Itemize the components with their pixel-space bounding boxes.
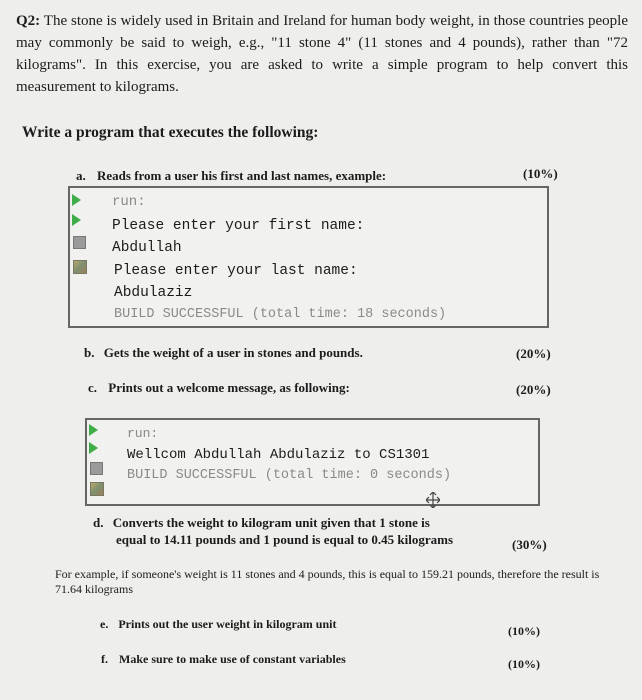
item-d-percent: (30%): [512, 537, 547, 552]
console-output-1: [68, 186, 549, 328]
console-line: Abdullah: [112, 240, 182, 256]
item-b-label: b.: [84, 345, 95, 360]
question-label: Q2:: [16, 13, 41, 29]
console-status: BUILD SUCCESSFUL (total time: 0 seconds): [127, 468, 452, 483]
item-d-text-line1: Converts the weight to kilogram unit given that 1 stone is: [112, 515, 430, 530]
item-f-label: f.: [101, 652, 108, 666]
item-a: [76, 168, 386, 184]
console-line: run:: [112, 194, 146, 210]
item-d-text-line2: equal to 14.11 pounds and 1 pound is equal to 0.45 kilograms: [116, 532, 454, 547]
item-b-percent: (20%): [516, 346, 551, 361]
item-b-text: Gets the weight of a user in stones and pounds.: [103, 345, 363, 360]
settings-icon[interactable]: [90, 482, 104, 496]
item-d: [93, 515, 430, 531]
question-intro: [16, 10, 628, 98]
item-c-percent: (20%): [516, 382, 551, 397]
console-line: Abdulaziz: [114, 285, 193, 301]
item-c-text: Prints out a welcome message, as following:: [108, 380, 350, 395]
stop-icon[interactable]: [90, 462, 104, 476]
item-f-text: Make sure to make use of constant variables: [119, 652, 346, 666]
rerun-icon[interactable]: [72, 214, 86, 228]
item-a-label: a.: [76, 168, 86, 183]
run-icon[interactable]: [89, 424, 103, 438]
question-text: The stone is widely used in Britain and Ireland for human body weight, in those countries people may commonly be said to weigh, e.g., "11 stone 4" (11 stones and 4 pounds), rather than "72 kilograms". In this exercise, you are asked to write a simple program to help convert this measurement to kilograms.: [16, 13, 628, 95]
console-line: Please enter your first name:: [112, 218, 365, 234]
stop-icon[interactable]: [73, 236, 87, 250]
item-d-label: d.: [93, 515, 104, 530]
console-output-2: [85, 418, 540, 506]
item-f: [101, 652, 346, 667]
run-icon[interactable]: [72, 194, 86, 208]
console-line: run:: [127, 426, 159, 441]
item-b: [84, 345, 363, 361]
item-c: [88, 380, 350, 396]
rerun-icon[interactable]: [89, 442, 103, 456]
item-e-text: Prints out the user weight in kilogram unit: [118, 617, 337, 631]
console-status: BUILD SUCCESSFUL (total time: 18 seconds): [114, 307, 447, 322]
item-a-text: Reads from a user his first and last names, example:: [97, 168, 387, 183]
example-paragraph: For example, if someone's weight is 11 stones and 4 pounds, this is equal to 159.21 pounds, therefore the result is 71.64 kilograms: [55, 567, 600, 596]
item-e-label: e.: [100, 617, 109, 631]
item-e-percent: (10%): [508, 624, 540, 638]
item-c-label: c.: [88, 380, 98, 395]
item-a-percent: (10%): [523, 166, 558, 181]
console-line: Wellcom Abdullah Abdulaziz to CS1301: [127, 447, 430, 463]
section-title: Write a program that executes the following:: [22, 124, 319, 141]
cursor-icon: [426, 492, 440, 508]
settings-icon[interactable]: [73, 260, 87, 274]
console-line: Please enter your last name:: [114, 263, 358, 279]
item-f-percent: (10%): [508, 657, 540, 671]
item-e: [100, 617, 336, 632]
